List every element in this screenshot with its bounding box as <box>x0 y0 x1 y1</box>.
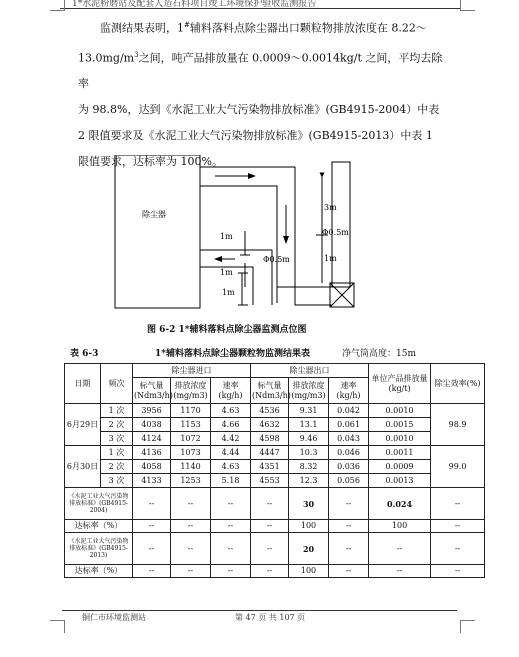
cell: 13.1 <box>289 418 329 432</box>
th-rate-out: 速率(kg/h) <box>329 378 369 404</box>
dim-1m-right: 1m <box>324 254 337 263</box>
cell: 8.32 <box>289 460 329 474</box>
th-freq: 频次 <box>101 364 133 404</box>
intro-line-2: 13.0mg/m <box>78 51 135 65</box>
cell: 9.46 <box>289 432 329 446</box>
rate-label: 达标率（%） <box>65 565 133 578</box>
cell: 1153 <box>171 418 211 432</box>
intro-line-1b: 辅料落料点除尘器出口颗粒物排放浓度在 8.22～ <box>189 21 427 35</box>
freq-cell: 3 次 <box>101 474 133 488</box>
header-rule <box>60 8 460 9</box>
freq-cell: 1 次 <box>101 446 133 460</box>
cell: 4598 <box>251 432 289 446</box>
dim-phi-left: Φ0.5m <box>263 255 290 264</box>
table-row-rate-1 <box>65 520 485 533</box>
cell: -- <box>369 565 431 578</box>
intro-sup-1: # <box>184 21 190 29</box>
cell: 0.0009 <box>369 460 431 474</box>
crop-mark-top-right <box>460 0 475 11</box>
th-flow-out: 标气量(Ndm3/h) <box>251 378 289 404</box>
table-row <box>65 404 485 418</box>
cell: 100 <box>289 565 329 578</box>
crop-mark-top-left <box>50 0 65 11</box>
date-cell: 6月30日 <box>65 446 101 488</box>
std-2004-label: 《水泥工业大气污染物排放标准》(GB4915-2004) <box>65 488 133 520</box>
freq-cell: 3 次 <box>101 432 133 446</box>
cell: -- <box>133 520 171 533</box>
date-cell: 6月29日 <box>65 404 101 446</box>
cell: -- <box>171 488 211 520</box>
cell: 4553 <box>251 474 289 488</box>
cell: -- <box>431 533 485 565</box>
cell: -- <box>211 488 251 520</box>
cell: 4.66 <box>211 418 251 432</box>
cell: 1072 <box>171 432 211 446</box>
running-header: 1*水泥粉磨站及配套人造石料项目竣工环境保护验收监测报告 <box>72 0 317 9</box>
cell: -- <box>329 565 369 578</box>
cell: 1140 <box>171 460 211 474</box>
cell: 1170 <box>171 404 211 418</box>
cell: 20 <box>289 533 329 565</box>
table-title: 1*辅料落料点除尘器颗粒物监测结果表 <box>155 349 310 359</box>
cell: -- <box>211 533 251 565</box>
freq-cell: 2 次 <box>101 460 133 474</box>
table-row-rate-2 <box>65 565 485 578</box>
cell: -- <box>171 520 211 533</box>
cell: 0.0013 <box>369 474 431 488</box>
th-flow-in: 标气量(Ndm3/h) <box>133 378 171 404</box>
intro-sup-2: 3 <box>134 50 139 59</box>
table-row <box>65 432 485 446</box>
cell: 4058 <box>133 460 171 474</box>
cell: -- <box>251 533 289 565</box>
dim-3m: 3m <box>324 203 337 212</box>
cell: -- <box>211 565 251 578</box>
cell: 0.042 <box>329 404 369 418</box>
intro-line-2b: 之间，吨产品排放量在 0.0009～0.0014kg/t 之间，平均去除率 <box>78 51 443 91</box>
rate-label: 达标率（%） <box>65 520 133 533</box>
inlet-duct <box>200 250 272 305</box>
cell: 4.63 <box>211 404 251 418</box>
cell: -- <box>171 533 211 565</box>
table-row-std-2004 <box>65 488 485 520</box>
cell: 4124 <box>133 432 171 446</box>
exhaust-stack <box>332 162 350 287</box>
cell: 0.043 <box>329 432 369 446</box>
cell: 0.056 <box>329 474 369 488</box>
cell: 0.046 <box>329 446 369 460</box>
freq-cell: 2 次 <box>101 418 133 432</box>
cell: -- <box>251 565 289 578</box>
cell: -- <box>431 565 485 578</box>
intro-line-5: 限值要求，达标率为 100%。 <box>78 155 223 169</box>
th-inlet: 除尘器进口 <box>133 364 251 378</box>
th-unit-emission: 单位产品排放量(kg/t) <box>369 364 431 404</box>
monitoring-point-diagram <box>60 155 380 320</box>
figure-caption: 图 6-2 1*辅料落料点除尘器监测点位图 <box>147 325 307 335</box>
cell: 0.036 <box>329 460 369 474</box>
cell: 4632 <box>251 418 289 432</box>
footer-org: 铜仁市环境监测站 <box>82 613 146 622</box>
cell: 0.0010 <box>369 432 431 446</box>
cell: 4351 <box>251 460 289 474</box>
cell: -- <box>251 520 289 533</box>
cell: 10.3 <box>289 446 329 460</box>
table-row-std-2013 <box>65 533 485 565</box>
footer-rule <box>62 610 457 611</box>
cell: 0.024 <box>369 488 431 520</box>
table-row <box>65 474 485 488</box>
intro-line-4: 2 限值要求及《水泥工业大气污染物排放标准》(GB4915-2013）中表 1 <box>78 129 433 143</box>
intro-paragraph <box>78 12 448 175</box>
th-conc-out: 排放浓度(mg/m3) <box>289 378 329 404</box>
cell: 9.31 <box>289 404 329 418</box>
cell: 30 <box>289 488 329 520</box>
cell: 4447 <box>251 446 289 460</box>
cell: -- <box>211 520 251 533</box>
cell: -- <box>329 533 369 565</box>
table-label: 表 6-3 <box>70 349 99 359</box>
cell: 4.63 <box>211 460 251 474</box>
crop-mark-bottom-left <box>50 620 65 633</box>
std-2013-label: 《水泥工业大气污染物排放标准》(GB4915-2013) <box>65 533 133 565</box>
cell: -- <box>431 488 485 520</box>
cell: 0.0015 <box>369 418 431 432</box>
th-conc-in: 排放浓度(mg/m3) <box>171 378 211 404</box>
cell: 12.3 <box>289 474 329 488</box>
th-efficiency: 除尘效率(%) <box>431 364 485 404</box>
cell: 3956 <box>133 404 171 418</box>
cell: 4.44 <box>211 446 251 460</box>
th-outlet: 除尘器出口 <box>251 364 369 378</box>
cell: 0.061 <box>329 418 369 432</box>
cell: 4136 <box>133 446 171 460</box>
cell: 4038 <box>133 418 171 432</box>
cell: -- <box>431 520 485 533</box>
crop-mark-bottom-right <box>460 620 475 633</box>
intro-line-1: 监测结果表明，1 <box>100 21 184 35</box>
cell: -- <box>133 565 171 578</box>
dim-1m-b: 1m <box>220 268 233 277</box>
cell: -- <box>329 520 369 533</box>
table-row <box>65 418 485 432</box>
footer-page-number: 第 47 页 共 107 页 <box>235 613 306 622</box>
cell: 1253 <box>171 474 211 488</box>
table-row <box>65 446 485 460</box>
cell: 4.42 <box>211 432 251 446</box>
dim-1m-a: 1m <box>220 232 233 241</box>
cell: 100 <box>289 520 329 533</box>
dim-phi-right: Φ0.5m <box>322 228 349 237</box>
th-date: 日期 <box>65 364 101 404</box>
cell: 4133 <box>133 474 171 488</box>
cell: 4536 <box>251 404 289 418</box>
cell: 100 <box>369 520 431 533</box>
cell: 1073 <box>171 446 211 460</box>
efficiency-cell: 99.0 <box>431 446 485 488</box>
cell: -- <box>133 488 171 520</box>
stack-height: 净气筒高度：15m <box>342 349 416 359</box>
cell: -- <box>251 488 289 520</box>
cell: -- <box>133 533 171 565</box>
dust-collector-box <box>115 155 200 308</box>
cell: -- <box>329 488 369 520</box>
results-table <box>64 363 485 578</box>
intro-line-3: 为 98.8%，达到《水泥工业大气污染物排放标准》(GB4915-2004）中表 <box>78 103 440 117</box>
cell: 5.18 <box>211 474 251 488</box>
dim-1m-c: 1m <box>222 288 235 297</box>
cell: 0.0010 <box>369 404 431 418</box>
freq-cell: 1 次 <box>101 404 133 418</box>
th-rate-in: 速率(kg/h) <box>211 378 251 404</box>
cell: -- <box>171 565 211 578</box>
dust-collector-label: 除尘器 <box>142 210 166 219</box>
efficiency-cell: 98.9 <box>431 404 485 446</box>
cell: -- <box>369 533 431 565</box>
table-row <box>65 460 485 474</box>
cell: 0.0011 <box>369 446 431 460</box>
